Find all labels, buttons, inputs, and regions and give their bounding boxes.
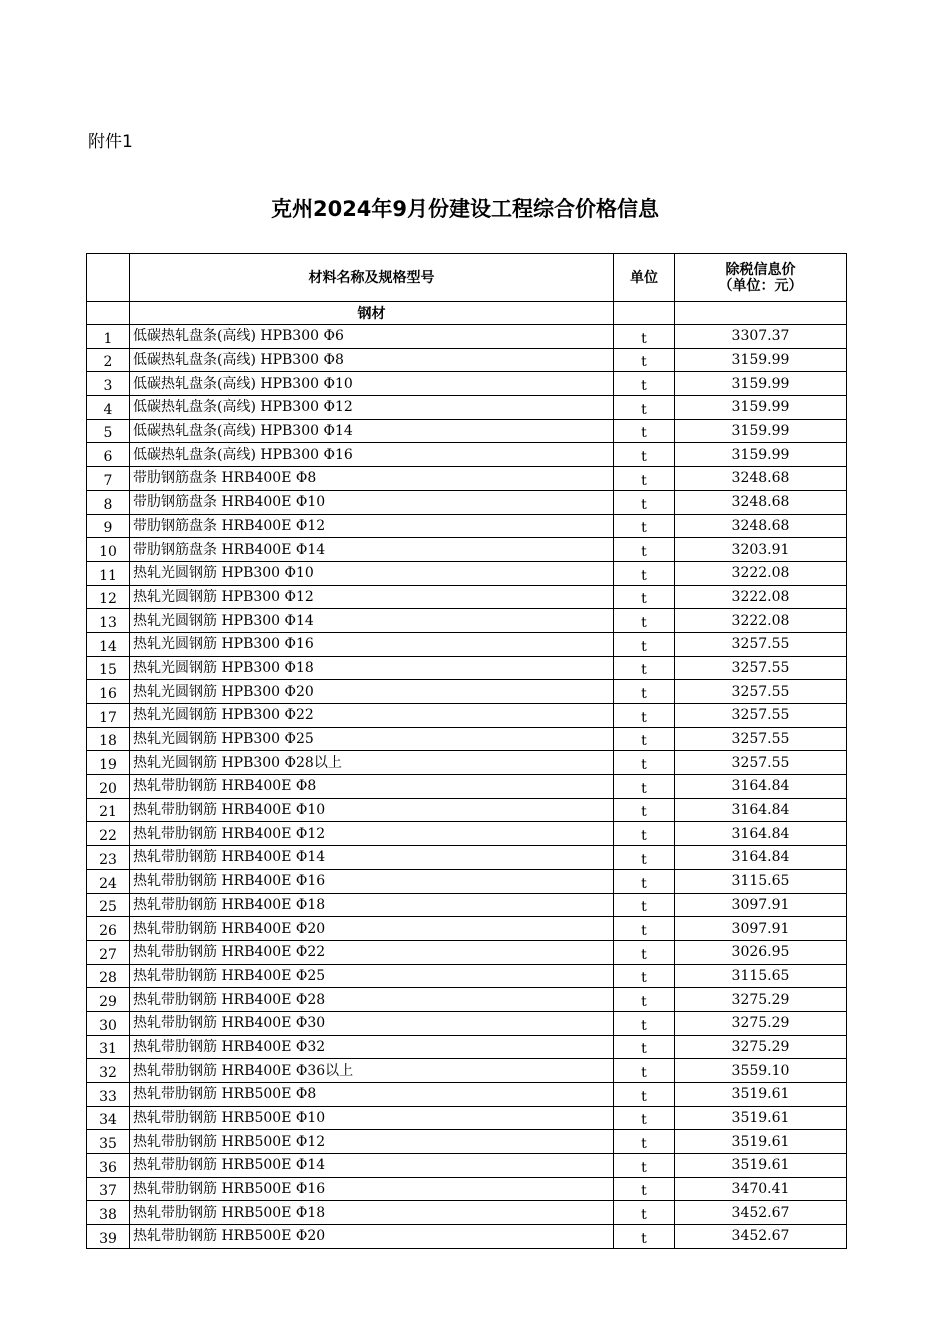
table-row	[87, 348, 847, 372]
material-name: 热轧带肋钢筋 HRB400E Φ18	[130, 893, 614, 917]
row-number: 32	[87, 1059, 130, 1083]
table-row	[87, 419, 847, 443]
material-name: 热轧带肋钢筋 HRB500E Φ12	[130, 1130, 614, 1154]
row-number: 15	[87, 656, 130, 680]
row-number: 3	[87, 372, 130, 396]
unit-cell: t	[614, 1225, 675, 1249]
price-cell: 3519.61	[675, 1130, 847, 1154]
material-name: 热轧带肋钢筋 HRB500E Φ18	[130, 1201, 614, 1225]
unit-cell: t	[614, 632, 675, 656]
material-name: 热轧光圆钢筋 HPB300 Φ25	[130, 727, 614, 751]
material-name: 热轧带肋钢筋 HRB400E Φ28	[130, 988, 614, 1012]
table-row	[87, 609, 847, 633]
material-name: 低碳热轧盘条(高线) HPB300 Φ12	[130, 396, 614, 420]
price-cell: 3519.61	[675, 1083, 847, 1107]
unit-cell: t	[614, 1035, 675, 1059]
unit-cell: t	[614, 1154, 675, 1178]
row-number: 25	[87, 893, 130, 917]
material-name: 热轧光圆钢筋 HPB300 Φ14	[130, 609, 614, 633]
price-cell: 3275.29	[675, 988, 847, 1012]
category-label: 钢材	[130, 302, 614, 325]
table-row	[87, 988, 847, 1012]
table-row	[87, 680, 847, 704]
price-cell: 3257.55	[675, 656, 847, 680]
table-row	[87, 1059, 847, 1083]
row-number: 9	[87, 514, 130, 538]
material-name: 热轧带肋钢筋 HRB500E Φ10	[130, 1106, 614, 1130]
material-name: 带肋钢筋盘条 HRB400E Φ8	[130, 467, 614, 491]
unit-cell: t	[614, 704, 675, 728]
table-row	[87, 775, 847, 799]
material-name: 热轧带肋钢筋 HRB400E Φ25	[130, 964, 614, 988]
table-row	[87, 561, 847, 585]
table-row	[87, 1106, 847, 1130]
row-number: 29	[87, 988, 130, 1012]
unit-cell: t	[614, 727, 675, 751]
row-number: 12	[87, 585, 130, 609]
unit-cell: t	[614, 490, 675, 514]
row-number: 20	[87, 775, 130, 799]
unit-cell: t	[614, 988, 675, 1012]
row-number: 28	[87, 964, 130, 988]
material-name: 热轧带肋钢筋 HRB400E Φ12	[130, 822, 614, 846]
row-number: 19	[87, 751, 130, 775]
attachment-label: 附件1	[88, 132, 133, 152]
price-cell: 3257.55	[675, 727, 847, 751]
material-name: 热轧光圆钢筋 HPB300 Φ28以上	[130, 751, 614, 775]
row-number: 33	[87, 1083, 130, 1107]
price-cell: 3257.55	[675, 632, 847, 656]
unit-cell: t	[614, 348, 675, 372]
material-name: 带肋钢筋盘条 HRB400E Φ14	[130, 538, 614, 562]
material-name: 热轧带肋钢筋 HRB400E Φ30	[130, 1011, 614, 1035]
material-name: 带肋钢筋盘条 HRB400E Φ10	[130, 490, 614, 514]
material-name: 带肋钢筋盘条 HRB400E Φ12	[130, 514, 614, 538]
table-row	[87, 632, 847, 656]
table-row	[87, 538, 847, 562]
row-number: 11	[87, 561, 130, 585]
material-name: 热轧光圆钢筋 HPB300 Φ18	[130, 656, 614, 680]
table-row	[87, 443, 847, 467]
price-cell: 3257.55	[675, 704, 847, 728]
unit-cell: t	[614, 917, 675, 941]
header-no	[87, 254, 130, 302]
table-row	[87, 467, 847, 491]
unit-cell: t	[614, 514, 675, 538]
unit-cell: t	[614, 798, 675, 822]
row-number: 38	[87, 1201, 130, 1225]
table-header	[87, 254, 847, 302]
row-number: 27	[87, 940, 130, 964]
unit-cell: t	[614, 751, 675, 775]
row-number: 13	[87, 609, 130, 633]
price-cell: 3452.67	[675, 1201, 847, 1225]
table-row	[87, 822, 847, 846]
price-cell: 3248.68	[675, 490, 847, 514]
table-row	[87, 751, 847, 775]
row-number: 39	[87, 1225, 130, 1249]
unit-cell: t	[614, 680, 675, 704]
row-number: 34	[87, 1106, 130, 1130]
material-name: 热轧带肋钢筋 HRB400E Φ16	[130, 869, 614, 893]
table-row	[87, 1035, 847, 1059]
row-number: 14	[87, 632, 130, 656]
table-row	[87, 325, 847, 349]
material-name: 热轧光圆钢筋 HPB300 Φ20	[130, 680, 614, 704]
table-row	[87, 1083, 847, 1107]
table-row	[87, 704, 847, 728]
row-number: 37	[87, 1177, 130, 1201]
material-name: 低碳热轧盘条(高线) HPB300 Φ8	[130, 348, 614, 372]
material-name: 热轧光圆钢筋 HPB300 Φ16	[130, 632, 614, 656]
row-number: 26	[87, 917, 130, 941]
material-name: 热轧光圆钢筋 HPB300 Φ12	[130, 585, 614, 609]
price-cell: 3164.84	[675, 846, 847, 870]
price-cell: 3164.84	[675, 798, 847, 822]
row-number: 24	[87, 869, 130, 893]
table-row	[87, 1225, 847, 1249]
unit-cell: t	[614, 940, 675, 964]
price-cell: 3115.65	[675, 869, 847, 893]
table-row	[87, 917, 847, 941]
category-no-cell	[87, 302, 130, 325]
row-number: 5	[87, 419, 130, 443]
unit-cell: t	[614, 372, 675, 396]
price-cell: 3159.99	[675, 372, 847, 396]
unit-cell: t	[614, 609, 675, 633]
price-cell: 3559.10	[675, 1059, 847, 1083]
price-cell: 3470.41	[675, 1177, 847, 1201]
table-row	[87, 490, 847, 514]
unit-cell: t	[614, 396, 675, 420]
price-cell: 3275.29	[675, 1011, 847, 1035]
unit-cell: t	[614, 893, 675, 917]
table-row	[87, 846, 847, 870]
price-cell: 3257.55	[675, 680, 847, 704]
table-row	[87, 372, 847, 396]
unit-cell: t	[614, 775, 675, 799]
row-number: 23	[87, 846, 130, 870]
unit-cell: t	[614, 325, 675, 349]
table-row	[87, 1177, 847, 1201]
row-number: 18	[87, 727, 130, 751]
unit-cell: t	[614, 1177, 675, 1201]
row-number: 10	[87, 538, 130, 562]
unit-cell: t	[614, 1059, 675, 1083]
material-name: 热轧光圆钢筋 HPB300 Φ10	[130, 561, 614, 585]
price-cell: 3159.99	[675, 396, 847, 420]
material-name: 热轧带肋钢筋 HRB400E Φ36以上	[130, 1059, 614, 1083]
price-cell: 3164.84	[675, 822, 847, 846]
price-cell: 3115.65	[675, 964, 847, 988]
table-row	[87, 396, 847, 420]
row-number: 8	[87, 490, 130, 514]
material-name: 热轧带肋钢筋 HRB500E Φ20	[130, 1225, 614, 1249]
material-name: 低碳热轧盘条(高线) HPB300 Φ16	[130, 443, 614, 467]
page-title: 克州2024年9月份建设工程综合价格信息	[270, 197, 660, 221]
price-cell: 3257.55	[675, 751, 847, 775]
unit-cell: t	[614, 1083, 675, 1107]
row-number: 7	[87, 467, 130, 491]
unit-cell: t	[614, 538, 675, 562]
table-row	[87, 1011, 847, 1035]
table-row	[87, 893, 847, 917]
price-cell: 3222.08	[675, 585, 847, 609]
material-name: 热轧带肋钢筋 HRB400E Φ10	[130, 798, 614, 822]
material-name: 热轧带肋钢筋 HRB400E Φ32	[130, 1035, 614, 1059]
price-table	[86, 253, 847, 1249]
category-price-cell	[675, 302, 847, 325]
price-cell: 3275.29	[675, 1035, 847, 1059]
material-name: 热轧带肋钢筋 HRB400E Φ20	[130, 917, 614, 941]
row-number: 1	[87, 325, 130, 349]
table-row	[87, 1201, 847, 1225]
header-price-line1: 除税信息价	[725, 261, 796, 278]
unit-cell: t	[614, 1201, 675, 1225]
row-number: 30	[87, 1011, 130, 1035]
row-number: 21	[87, 798, 130, 822]
price-cell: 3026.95	[675, 940, 847, 964]
unit-cell: t	[614, 964, 675, 988]
unit-cell: t	[614, 1130, 675, 1154]
table-row	[87, 514, 847, 538]
row-number: 16	[87, 680, 130, 704]
material-name: 低碳热轧盘条(高线) HPB300 Φ10	[130, 372, 614, 396]
unit-cell: t	[614, 467, 675, 491]
price-cell: 3203.91	[675, 538, 847, 562]
table-row	[87, 940, 847, 964]
price-cell: 3159.99	[675, 443, 847, 467]
price-cell: 3248.68	[675, 467, 847, 491]
unit-cell: t	[614, 443, 675, 467]
price-cell: 3452.67	[675, 1225, 847, 1249]
row-number: 36	[87, 1154, 130, 1178]
table-row	[87, 798, 847, 822]
price-cell: 3222.08	[675, 561, 847, 585]
material-name: 低碳热轧盘条(高线) HPB300 Φ14	[130, 419, 614, 443]
unit-cell: t	[614, 585, 675, 609]
unit-cell: t	[614, 656, 675, 680]
unit-cell: t	[614, 869, 675, 893]
row-number: 22	[87, 822, 130, 846]
price-cell: 3307.37	[675, 325, 847, 349]
unit-cell: t	[614, 822, 675, 846]
header-price-line2: （单位：元）	[718, 277, 803, 294]
header-price	[675, 254, 847, 302]
header-name: 材料名称及规格型号	[130, 254, 614, 302]
row-number: 6	[87, 443, 130, 467]
price-cell: 3248.68	[675, 514, 847, 538]
header-row	[87, 254, 847, 302]
row-number: 2	[87, 348, 130, 372]
price-cell: 3159.99	[675, 419, 847, 443]
material-name: 热轧光圆钢筋 HPB300 Φ22	[130, 704, 614, 728]
header-unit: 单位	[614, 254, 675, 302]
material-name: 热轧带肋钢筋 HRB400E Φ14	[130, 846, 614, 870]
price-cell: 3519.61	[675, 1106, 847, 1130]
material-name: 热轧带肋钢筋 HRB500E Φ14	[130, 1154, 614, 1178]
price-cell: 3159.99	[675, 348, 847, 372]
row-number: 17	[87, 704, 130, 728]
material-name: 低碳热轧盘条(高线) HPB300 Φ6	[130, 325, 614, 349]
price-cell: 3097.91	[675, 893, 847, 917]
price-cell: 3222.08	[675, 609, 847, 633]
unit-cell: t	[614, 419, 675, 443]
material-name: 热轧带肋钢筋 HRB400E Φ8	[130, 775, 614, 799]
material-name: 热轧带肋钢筋 HRB500E Φ16	[130, 1177, 614, 1201]
table-row	[87, 1130, 847, 1154]
unit-cell: t	[614, 1106, 675, 1130]
category-unit-cell	[614, 302, 675, 325]
table-row	[87, 656, 847, 680]
table-body	[87, 302, 847, 1249]
row-number: 31	[87, 1035, 130, 1059]
row-number: 35	[87, 1130, 130, 1154]
price-cell: 3519.61	[675, 1154, 847, 1178]
material-name: 热轧带肋钢筋 HRB500E Φ8	[130, 1083, 614, 1107]
table-row	[87, 1154, 847, 1178]
unit-cell: t	[614, 561, 675, 585]
category-row	[87, 302, 847, 325]
material-name: 热轧带肋钢筋 HRB400E Φ22	[130, 940, 614, 964]
unit-cell: t	[614, 846, 675, 870]
table-row	[87, 585, 847, 609]
table-row	[87, 869, 847, 893]
unit-cell: t	[614, 1011, 675, 1035]
price-cell: 3164.84	[675, 775, 847, 799]
price-cell: 3097.91	[675, 917, 847, 941]
table-row	[87, 964, 847, 988]
row-number: 4	[87, 396, 130, 420]
table-row	[87, 727, 847, 751]
